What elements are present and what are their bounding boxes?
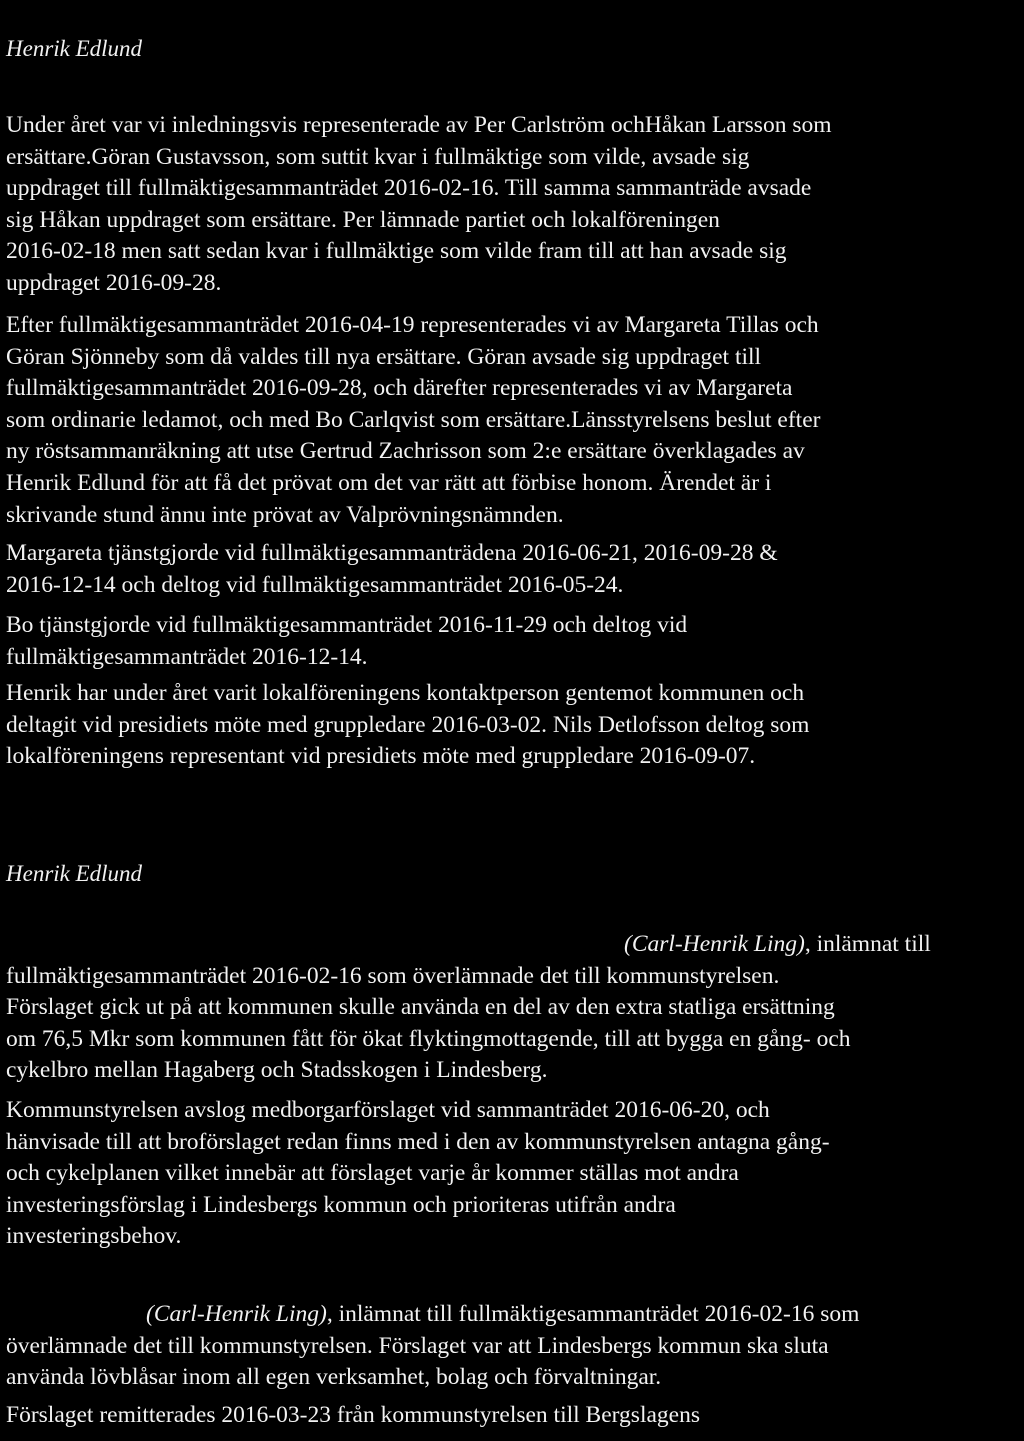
text-fragment: , inlämnat till (804, 931, 931, 957)
section2-paragraph-1 (6, 929, 1018, 1087)
text-line: cykelbro mellan Hagaberg och Stadsskogen i Lindesberg. (6, 1057, 548, 1084)
text-line: Förslaget remitterades 2016-03-23 från kommunstyrelsen till Bergslagens (6, 1402, 700, 1428)
text-line: Efter fullmäktigesammanträdet 2016-04-19 representerades vi av Margareta Tillas och (6, 312, 819, 338)
text-line: uppdraget 2016-09-28. (6, 269, 222, 296)
section3-paragraph-1 (6, 1299, 1018, 1394)
text-line: investeringsförslag i Lindesbergs kommun och prioriteras utifrån andra (6, 1191, 676, 1218)
section1-paragraph-5 (6, 678, 1018, 773)
proposer-name: (Carl-Henrik Ling) (146, 1301, 327, 1327)
section1-paragraph-4 (6, 610, 1018, 673)
text-line: Bo tjänstgjorde vid fullmäktigesammanträdet 2016-11-29 och deltog vid (6, 612, 688, 638)
text-line: ny röstsammanräkning att utse Gertrud Zachrisson som 2:e ersättare överklagades av (6, 438, 805, 465)
text-line: Henrik har under året varit lokalföreningens kontaktperson gentemot kommunen och (6, 680, 805, 706)
text-line: Margareta tjänstgjorde vid fullmäktigesammanträdena 2016-06-21, 2016-09-28 & (6, 540, 778, 566)
text-line: och cykelplanen vilket innebär att förslaget varje år kommer ställas mot andra (6, 1160, 739, 1187)
section1-paragraph-3 (6, 538, 1018, 601)
text-line: överlämnade det till kommunstyrelsen. Förslaget var att Lindesbergs kommun ska sluta (6, 1332, 829, 1359)
section3-paragraph-2 (6, 1400, 1018, 1432)
text-line: fullmäktigesammanträdet 2016-12-14. (6, 643, 368, 670)
text-line: Henrik Edlund för att få det prövat om det var rätt att förbise honom. Ärendet är i (6, 469, 772, 496)
text-line: lokalföreningens representant vid presidiets möte med gruppledare 2016-09-07. (6, 743, 756, 770)
text-line: som ordinarie ledamot, och med Bo Carlqvist som ersättare.Länsstyrelsens beslut efter (6, 406, 821, 433)
proposer-name: (Carl-Henrik Ling) (624, 931, 805, 957)
text-line: sig Håkan uppdraget som ersättare. Per lämnade partiet och lokalföreningen (6, 206, 720, 233)
section1-paragraph-1 (6, 110, 1018, 300)
text-fragment: , inlämnat till fullmäktigesammanträdet 2016-02-16 som (326, 1301, 860, 1327)
text-line: uppdraget till fullmäktigesammanträdet 2016-02-16. Till samma sammanträde avsade (6, 175, 812, 202)
text-line: deltagit vid presidiets möte med gruppledare 2016-03-02. Nils Detlofsson deltog som (6, 711, 810, 738)
text-line: hänvisade till att broförslaget redan finns med i den av kommunstyrelsen antagna gång- (6, 1128, 830, 1155)
text-line: Göran Sjönneby som då valdes till nya ersättare. Göran avsade sig uppdraget till (6, 343, 762, 370)
text-line (6, 1299, 1018, 1331)
text-line: 2016-02-18 men satt sedan kvar i fullmäktige som vilde fram till att han avsade sig (6, 238, 787, 265)
text-line: 2016-12-14 och deltog vid fullmäktigesammanträdet 2016-05-24. (6, 571, 624, 598)
text-line (6, 929, 1018, 961)
text-line: fullmäktigesammanträdet 2016-02-16 som överlämnade det till kommunstyrelsen. (6, 962, 780, 989)
text-line: Kommunstyrelsen avslog medborgarförslaget vid sammanträdet 2016-06-20, och (6, 1097, 770, 1123)
section2-paragraph-2 (6, 1095, 1018, 1253)
text-line: Förslaget gick ut på att kommunen skulle använda en del av den extra statliga ersättning (6, 994, 835, 1021)
text-line: investeringsbehov. (6, 1223, 182, 1250)
text-line: fullmäktigesammanträdet 2016-09-28, och därefter representerades vi av Margareta (6, 375, 793, 402)
section1-paragraph-2 (6, 310, 1018, 531)
text-line: använda lövblåsar inom all egen verksamhet, bolag och förvaltningar. (6, 1364, 662, 1391)
text-line: om 76,5 Mkr som kommunen fått för ökat flyktingmottagende, till att bygga en gång- och (6, 1025, 851, 1052)
section2-author: Henrik Edlund (6, 861, 143, 886)
section1-author: Henrik Edlund (6, 36, 143, 61)
text-line: skrivande stund ännu inte prövat av Valprövningsnämnden. (6, 501, 564, 528)
text-line: ersättare.Göran Gustavsson, som suttit kvar i fullmäktige som vilde, avsade sig (6, 143, 750, 170)
text-line: Under året var vi inledningsvis representerade av Per Carlström ochHåkan Larsson som (6, 112, 832, 138)
